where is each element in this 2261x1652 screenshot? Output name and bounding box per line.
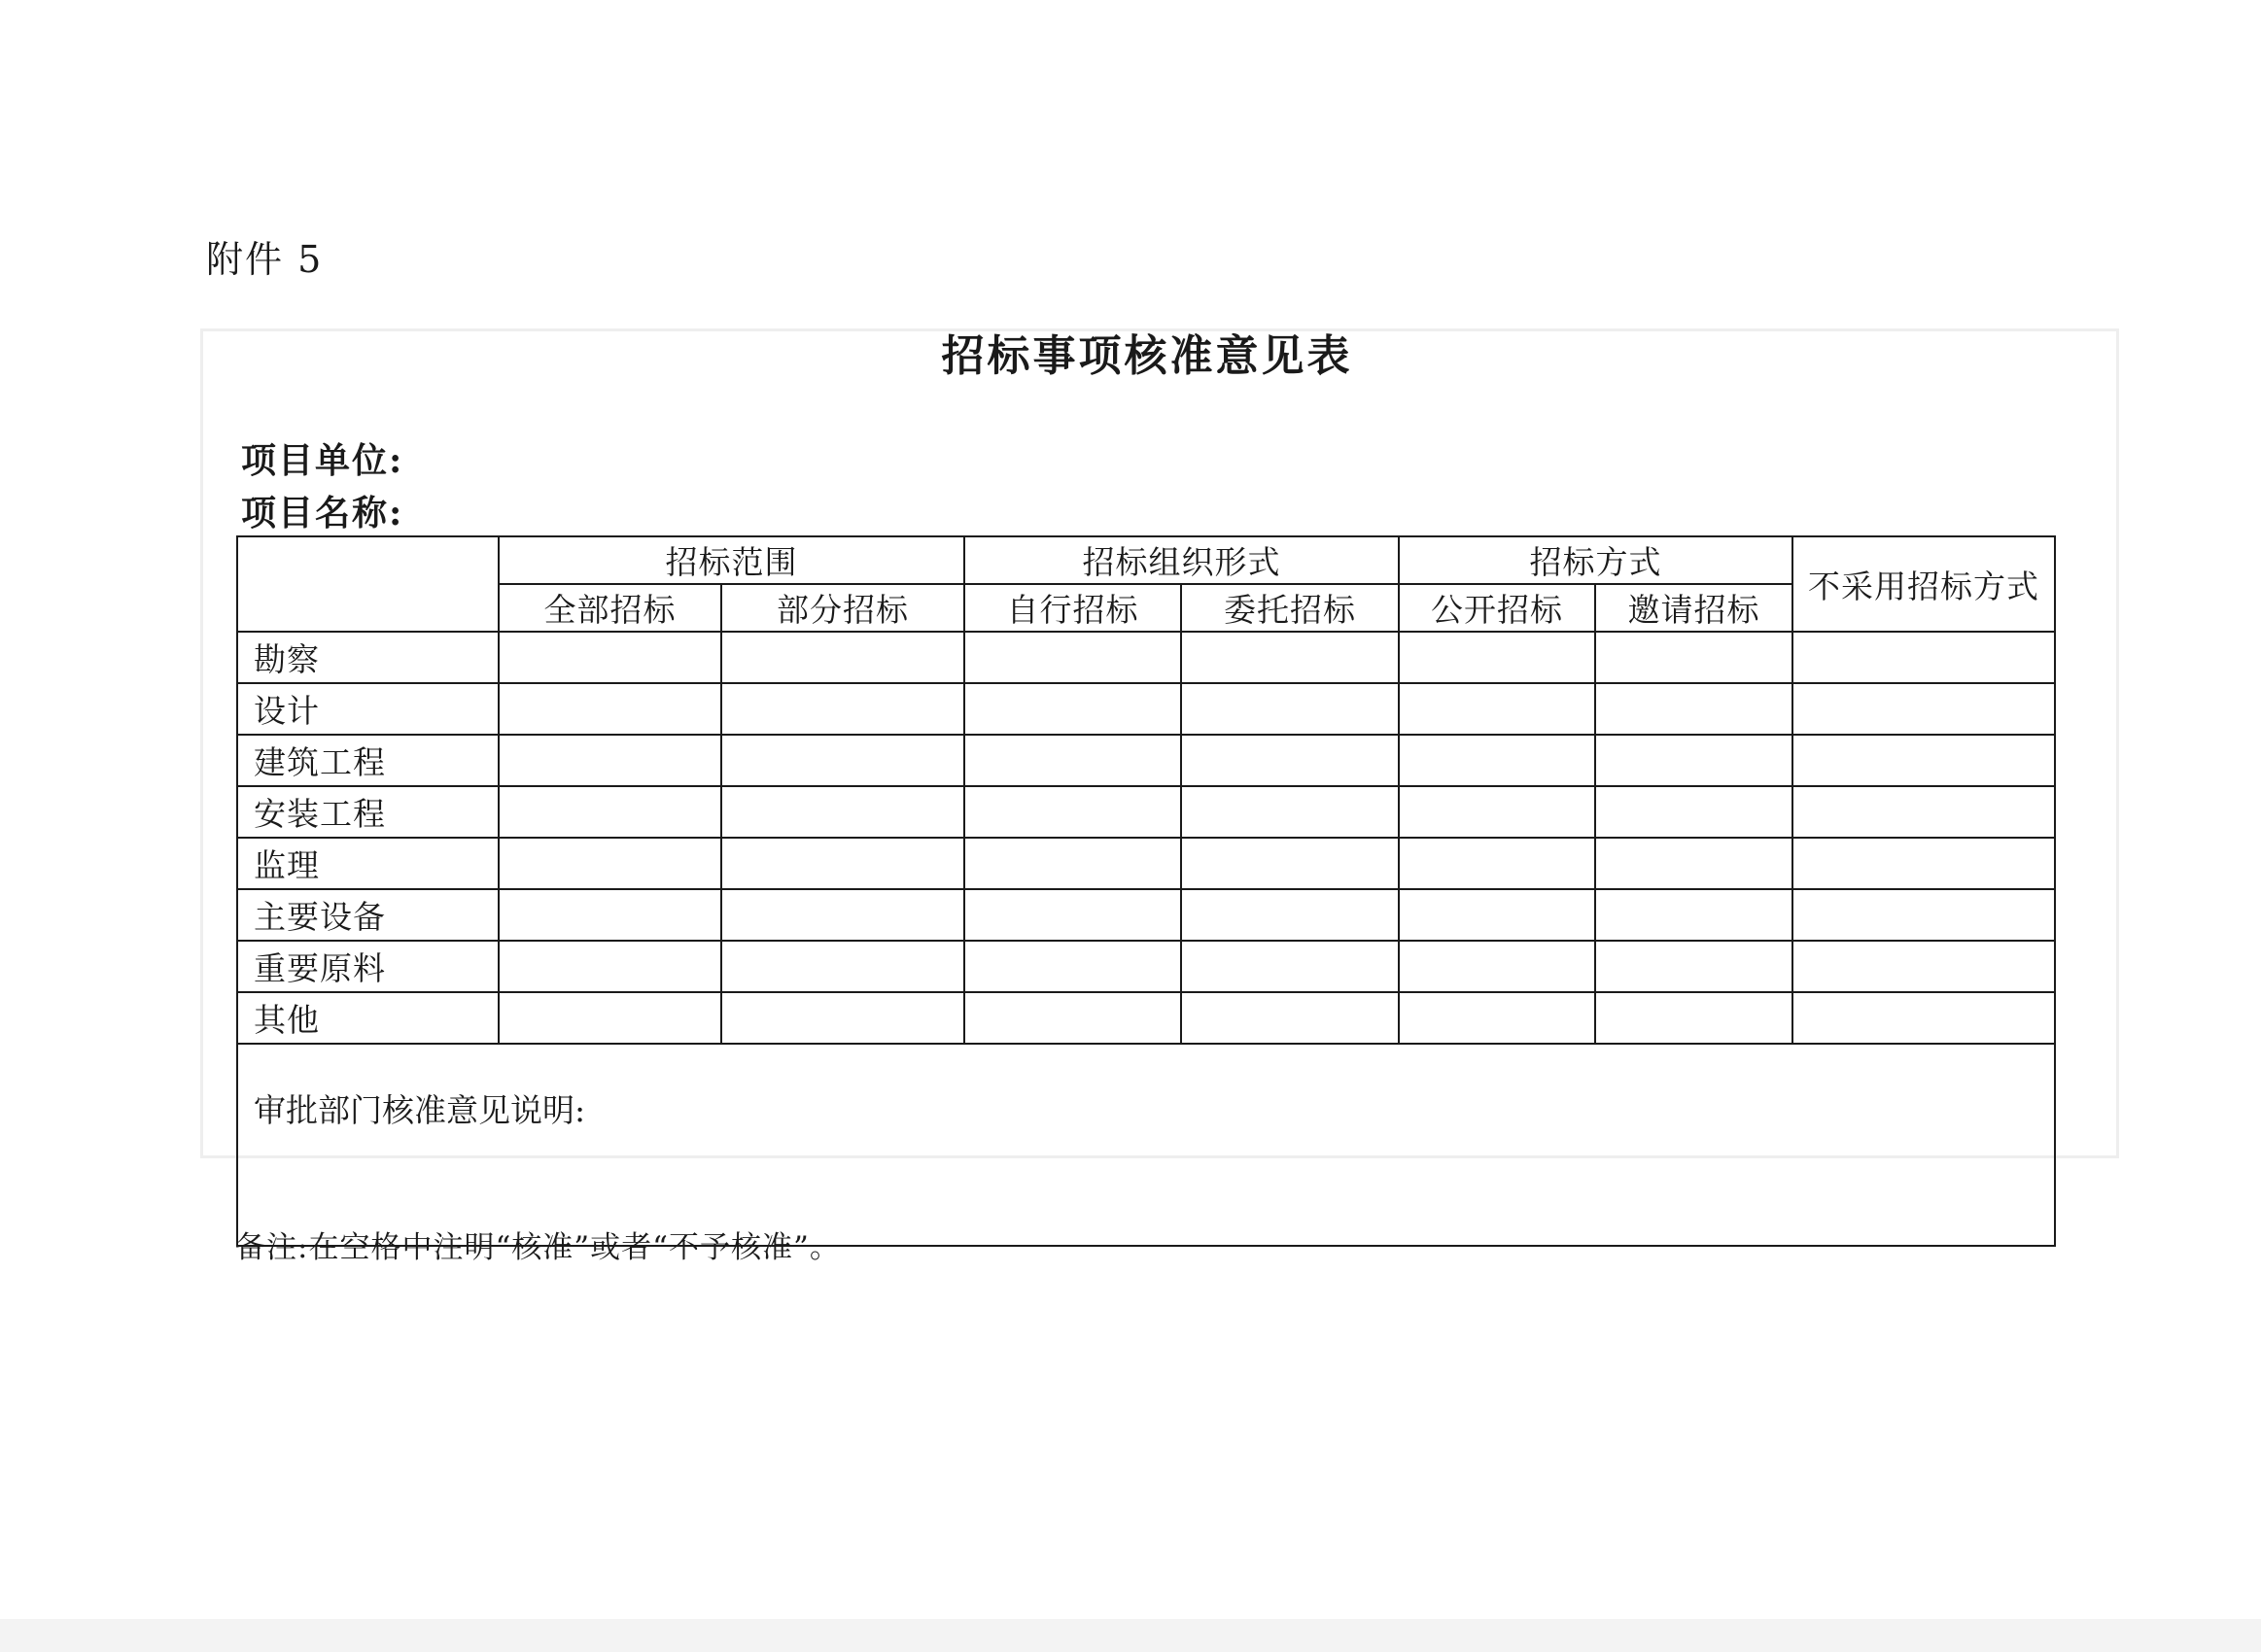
table-cell[interactable] [1595,992,1792,1044]
table-cell[interactable] [499,735,721,786]
subheader-entrusted-tender: 委托招标 [1181,584,1399,632]
form-title: 招标事项核准意见表 [941,331,1353,381]
attachment-label: 附件 5 [206,238,324,281]
header-tender-scope: 招标范围 [499,536,964,584]
table-cell[interactable] [1181,941,1399,992]
table-cell[interactable] [1181,786,1399,838]
row-label-construction: 建筑工程 [237,735,499,786]
table-cell[interactable] [1399,683,1595,735]
table-cell[interactable] [1792,838,2055,889]
table-cell[interactable] [964,992,1181,1044]
subheader-partial-tender: 部分招标 [721,584,964,632]
row-label-survey: 勘察 [237,632,499,683]
table-cell[interactable] [1399,941,1595,992]
table-cell[interactable] [1792,683,2055,735]
approval-table [236,535,2056,1247]
table-cell[interactable] [1792,992,2055,1044]
table-cell[interactable] [1595,838,1792,889]
table-cell[interactable] [964,941,1181,992]
table-cell[interactable] [499,889,721,941]
table-cell[interactable] [1595,786,1792,838]
table-cell[interactable] [1181,632,1399,683]
project-unit-label: 项目单位: [241,440,404,481]
remark-note: 备注:在空格中注明“核准”或者“不予核准”。 [235,1230,841,1265]
table-cell[interactable] [1181,683,1399,735]
table-cell[interactable] [1595,735,1792,786]
table-cell[interactable] [721,735,964,786]
table-cell[interactable] [1399,632,1595,683]
table-cell[interactable] [964,683,1181,735]
table-cell[interactable] [1792,735,2055,786]
row-label-main-equipment: 主要设备 [237,889,499,941]
table-cell[interactable] [964,632,1181,683]
approval-opinion-label: 审批部门核准意见说明: [254,1091,586,1129]
table-cell[interactable] [1181,838,1399,889]
row-label-installation: 安装工程 [237,786,499,838]
subheader-open-tender: 公开招标 [1399,584,1595,632]
table-cell[interactable] [1181,992,1399,1044]
table-cell[interactable] [964,889,1181,941]
table-cell[interactable] [721,683,964,735]
table-cell[interactable] [721,786,964,838]
table-cell[interactable] [964,838,1181,889]
table-cell[interactable] [1595,683,1792,735]
table-cell[interactable] [499,683,721,735]
row-label-supervision: 监理 [237,838,499,889]
table-cell[interactable] [1399,889,1595,941]
table-cell[interactable] [721,889,964,941]
table-cell[interactable] [1792,941,2055,992]
table-cell[interactable] [1595,889,1792,941]
table-cell[interactable] [1595,941,1792,992]
table-cell[interactable] [499,838,721,889]
table-cell[interactable] [964,735,1181,786]
table-cell[interactable] [1181,735,1399,786]
table-cell[interactable] [1399,992,1595,1044]
row-label-key-materials: 重要原料 [237,941,499,992]
table-cell[interactable] [1399,838,1595,889]
table-cell[interactable] [1792,632,2055,683]
approval-opinion-cell[interactable] [237,1044,2055,1246]
project-name-label: 项目名称: [241,493,404,533]
table-cell[interactable] [721,838,964,889]
table-cell[interactable] [1181,889,1399,941]
row-label-design: 设计 [237,683,499,735]
table-cell[interactable] [721,941,964,992]
table-cell[interactable] [1792,889,2055,941]
table-cell[interactable] [721,632,964,683]
table-cell[interactable] [1792,786,2055,838]
header-tender-method: 招标方式 [1399,536,1792,584]
table-cell[interactable] [721,992,964,1044]
corner-cell [237,536,499,632]
row-label-other: 其他 [237,992,499,1044]
subheader-full-tender: 全部招标 [499,584,721,632]
table-cell[interactable] [499,632,721,683]
subheader-invited-tender: 邀请招标 [1595,584,1792,632]
table-cell[interactable] [1399,786,1595,838]
table-cell[interactable] [1399,735,1595,786]
table-cell[interactable] [499,941,721,992]
table-cell[interactable] [1595,632,1792,683]
subheader-self-tender: 自行招标 [964,584,1181,632]
table-cell[interactable] [499,992,721,1044]
table-cell[interactable] [499,786,721,838]
table-cell[interactable] [964,786,1181,838]
header-organization-form: 招标组织形式 [964,536,1399,584]
scan-bottom-edge [0,1619,2261,1652]
header-no-tender: 不采用招标方式 [1792,536,2055,632]
